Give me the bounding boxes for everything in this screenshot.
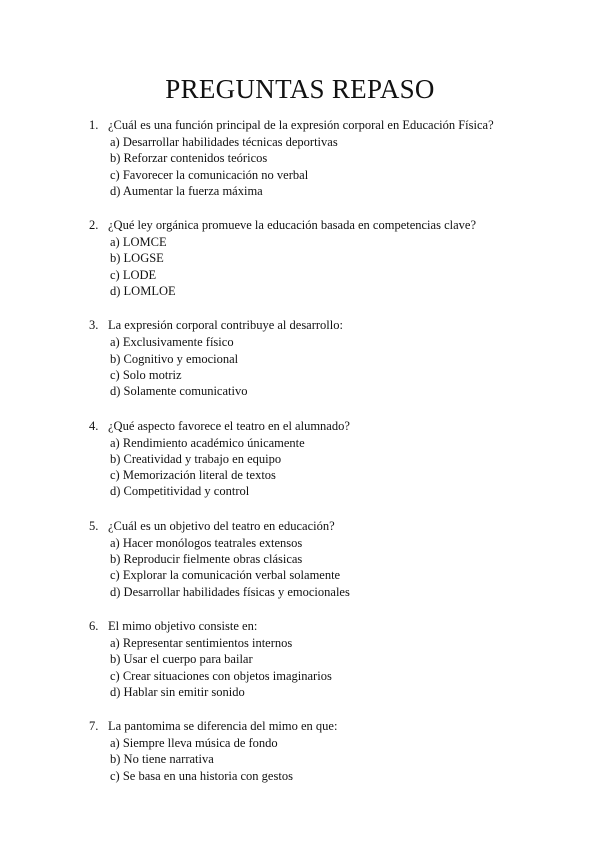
answer-option: d) Hablar sin emitir sonido — [110, 684, 245, 699]
answer-option: c) Favorecer la comunicación no verbal — [110, 167, 309, 182]
question-line — [89, 317, 569, 334]
answer-option: c) Memorización literal de textos — [110, 468, 276, 483]
question-item — [89, 317, 569, 399]
answer-option: b) LOGSE — [110, 251, 164, 266]
answer-option: b) Creatividad y trabajo en equipo — [110, 451, 282, 466]
answer-option: c) LODE — [110, 267, 157, 282]
answer-option: c) Crear situaciones con objetos imaginarios — [110, 668, 332, 683]
answer-option: d) Solamente comunicativo — [110, 384, 248, 399]
answer-option: a) Rendimiento académico únicamente — [110, 435, 305, 450]
option-list — [89, 134, 569, 199]
answer-option: d) Competitividad y control — [110, 484, 250, 499]
question-item — [89, 117, 569, 199]
question-number: 6. — [89, 618, 99, 633]
page-title: PREGUNTAS REPASO — [165, 74, 435, 104]
question-text: El mimo objetivo consiste en: — [108, 618, 258, 633]
answer-option: a) Siempre lleva música de fondo — [110, 736, 278, 751]
question-line — [89, 718, 569, 735]
question-item — [89, 217, 569, 299]
answer-option: c) Se basa en una historia con gestos — [110, 768, 293, 783]
question-line — [89, 217, 569, 234]
answer-option: d) LOMLOE — [110, 284, 176, 299]
question-text: ¿Qué ley orgánica promueve la educación basada en competencias clave? — [108, 218, 476, 233]
answer-option: a) Representar sentimientos internos — [110, 635, 293, 650]
question-text: ¿Qué aspecto favorece el teatro en el alumnado? — [108, 418, 350, 433]
answer-option: a) Hacer monólogos teatrales extensos — [110, 535, 303, 550]
question-number: 3. — [89, 318, 99, 333]
option-list — [89, 635, 569, 700]
answer-option: a) Exclusivamente físico — [110, 335, 234, 350]
answer-option: b) Reforzar contenidos teóricos — [110, 151, 268, 166]
question-number: 4. — [89, 418, 99, 433]
question-list — [89, 117, 569, 802]
question-number: 2. — [89, 218, 99, 233]
option-list — [89, 735, 569, 784]
question-number: 1. — [89, 118, 99, 132]
answer-option: d) Desarrollar habilidades físicas y emocionales — [110, 584, 350, 599]
answer-option: c) Solo motriz — [110, 367, 182, 382]
answer-option: a) LOMCE — [110, 235, 167, 250]
question-item — [89, 618, 569, 700]
answer-option: b) Reproducir fielmente obras clásicas — [110, 552, 303, 567]
answer-option: b) No tiene narrativa — [110, 752, 214, 767]
answer-option: b) Usar el cuerpo para bailar — [110, 652, 253, 667]
answer-option: b) Cognitivo y emocional — [110, 351, 239, 366]
option-list — [89, 435, 569, 500]
answer-option: a) Desarrollar habilidades técnicas deportivas — [110, 135, 338, 149]
answer-option: d) Aumentar la fuerza máxima — [110, 183, 263, 198]
question-text: ¿Cuál es una función principal de la expresión corporal en Educación Física? — [108, 118, 494, 132]
question-text: ¿Cuál es un objetivo del teatro en educación? — [108, 518, 335, 533]
question-text: La expresión corporal contribuye al desarrollo: — [108, 318, 343, 333]
option-list — [89, 234, 569, 299]
question-number: 5. — [89, 518, 99, 533]
question-item — [89, 518, 569, 600]
question-item — [89, 418, 569, 500]
question-line — [89, 518, 569, 535]
question-number: 7. — [89, 719, 99, 734]
question-line — [89, 418, 569, 435]
question-item — [89, 718, 569, 784]
answer-option: c) Explorar la comunicación verbal solamente — [110, 568, 341, 583]
question-line — [89, 618, 569, 635]
option-list — [89, 334, 569, 399]
question-line — [89, 117, 569, 134]
question-text: La pantomima se diferencia del mimo en que: — [108, 719, 338, 734]
option-list — [89, 535, 569, 600]
